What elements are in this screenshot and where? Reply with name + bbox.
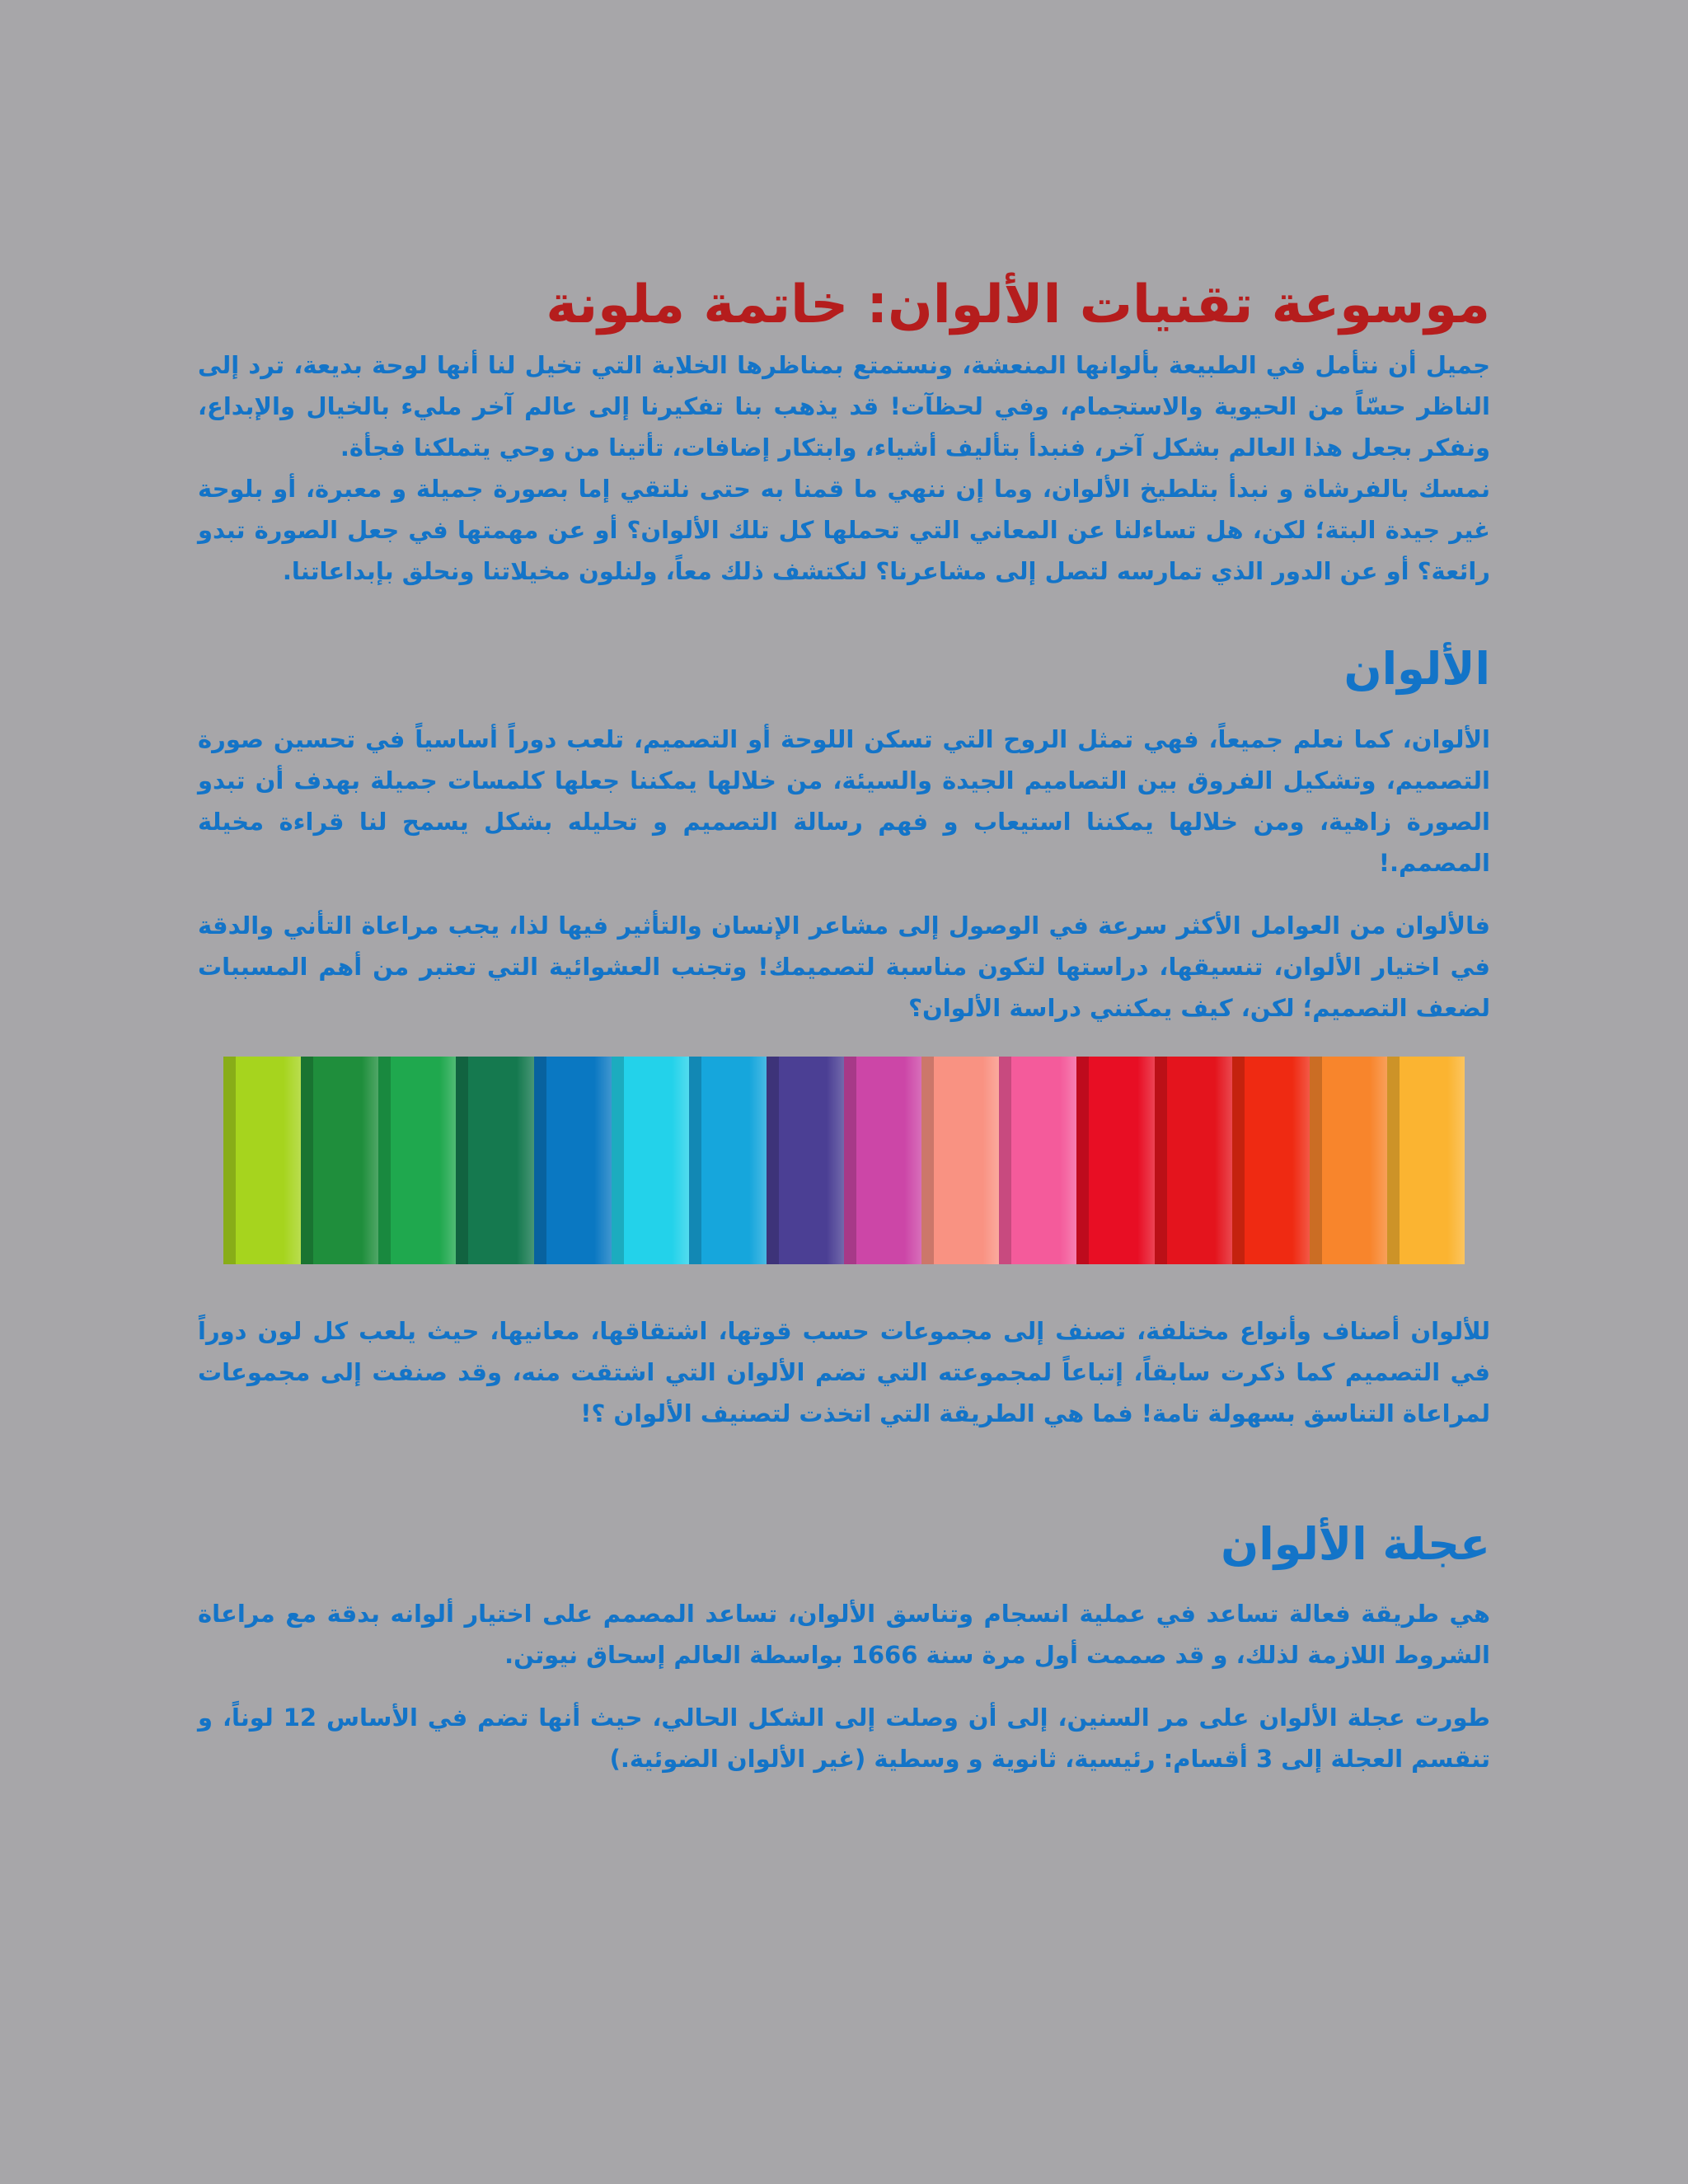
pencil-5	[534, 1057, 612, 1264]
colors-paragraph-2: فالألوان من العوامل الأكثر سرعة في الوصول إلى مشاعر الإنسان والتأثير فيها لذا، يجب مراعاة التأني والدقة في اختيار الألوان، تنسيقها، دراستها لتكون مناسبة لتصميمك! وتجنب العشوائية التي تعتبر من أهم المسببات لضعف التصميم؛ لكن، كيف يمكنني دراسة الألوان؟	[198, 911, 1490, 1022]
intro-paragraph-1: جميل أن نتأمل في الطبيعة بألوانها المنعشة، ونستمتع بمناظرها الخلابة التي تخيل لنا أنها لوحة بديعة، ترد إلى الناظر حسّاً من الحيوية والاستجمام، وفي لحظآت! قد يذهب بنا تفكيرنا إلى عالم آخر مليء بالخيال والإبداع، ونفكر بجعل هذا العالم بشكل آخر، فنبدأ بتأليف أشياء، وابتكار إضافات، تأتينا من وحي يتملكنا فجأة.	[198, 351, 1490, 462]
pencil-12	[1076, 1057, 1154, 1264]
colors-paragraph-1: الألوان، كما نعلم جميعاً، فهي تمثل الروح التي تسكن اللوحة أو التصميم، تلعب دوراً أساسياً في تحسين صورة التصميم، وتشكيل الفروق بين التصاميم الجيدة والسيئة، من خلالها يمكننا جعلها كلمسات جميلة بهدف أن تبدو الصورة زاهية، ومن خلالها يمكننا استيعاب و فهم رسالة التصميم و تحليله بشكل يسمح لنا قراءة مخيلة المصمم.!	[198, 724, 1490, 877]
pencil-7	[689, 1057, 767, 1264]
color-wheel-section-heading: عجلة الألوان	[1221, 1517, 1490, 1570]
color-wheel-paragraph-2: طورت عجلة الألوان على مر السنين، إلى أن وصلت إلى الشكل الحالي، حيث أنها تضم في الأساس 12 لوناً، و تنقسم العجلة إلى 3 أقسام: رئيسية، ثانوية و وسطية (غير الألوان الضوئية.)	[198, 1704, 1490, 1773]
pencil-8	[767, 1057, 844, 1264]
intro-paragraph-2: نمسك بالفرشاة و نبدأ بتلطيخ الألوان، وما إن ننهي ما قمنا به حتى نلتقي إما بصورة جميلة و معبرة، أو بلوحة غير جيدة البتة؛ لكن، هل تساءلنا عن المعاني التي تحملها كل تلك الألوان؟ أو عن مهمتها في جعل الصورة تبدو رائعة؟ أو عن الدور الذي تمارسه لتصل إلى مشاعرنا؟ لنكتشف ذلك معاً، ولنلون مخيلاتنا ونحلق بإبداعاتنا.	[198, 475, 1490, 585]
colored-pencils-image	[223, 1057, 1465, 1264]
pencil-1	[223, 1057, 301, 1264]
pencil-10	[921, 1057, 999, 1264]
document-body	[198, 272, 1490, 1779]
pencil-14	[1232, 1057, 1310, 1264]
pencil-13	[1155, 1057, 1232, 1264]
pencil-15	[1310, 1057, 1387, 1264]
color-wheel-paragraph-1: هي طريقة فعالة تساعد في عملية انسجام وتناسق الألوان، تساعد المصمم على اختيار ألوانه بدقة مع مراعاة الشروط اللازمة لذلك، و قد صممت أول مرة سنة 1666 بواسطة العالم إسحاق نيوتن.	[198, 1600, 1490, 1669]
pencil-11	[999, 1057, 1076, 1264]
pencil-4	[456, 1057, 533, 1264]
colors-section-heading: الألوان	[1343, 643, 1490, 695]
pencil-3	[378, 1057, 456, 1264]
pencil-2	[301, 1057, 378, 1264]
pencil-9	[844, 1057, 921, 1264]
pencil-6	[612, 1057, 689, 1264]
pencil-16	[1387, 1057, 1465, 1264]
document-title: موسوعة تقنيات الألوان: خاتمة ملونة	[546, 274, 1490, 335]
colors-paragraph-3: للألوان أصناف وأنواع مختلفة، تصنف إلى مجموعات حسب قوتها، اشتقاقها، معانيها، حيث يلعب كل لون دوراً في التصميم كما ذكرت سابقاً، إتباعاً لمجموعته التي تضم الألوان التي اشتقت منه، وقد صنفت إلى مجموعات لمراعاة التناسق بسهولة تامة! فما هي الطريقة التي اتخذت لتصنيف الألوان ؟!	[198, 1316, 1490, 1427]
